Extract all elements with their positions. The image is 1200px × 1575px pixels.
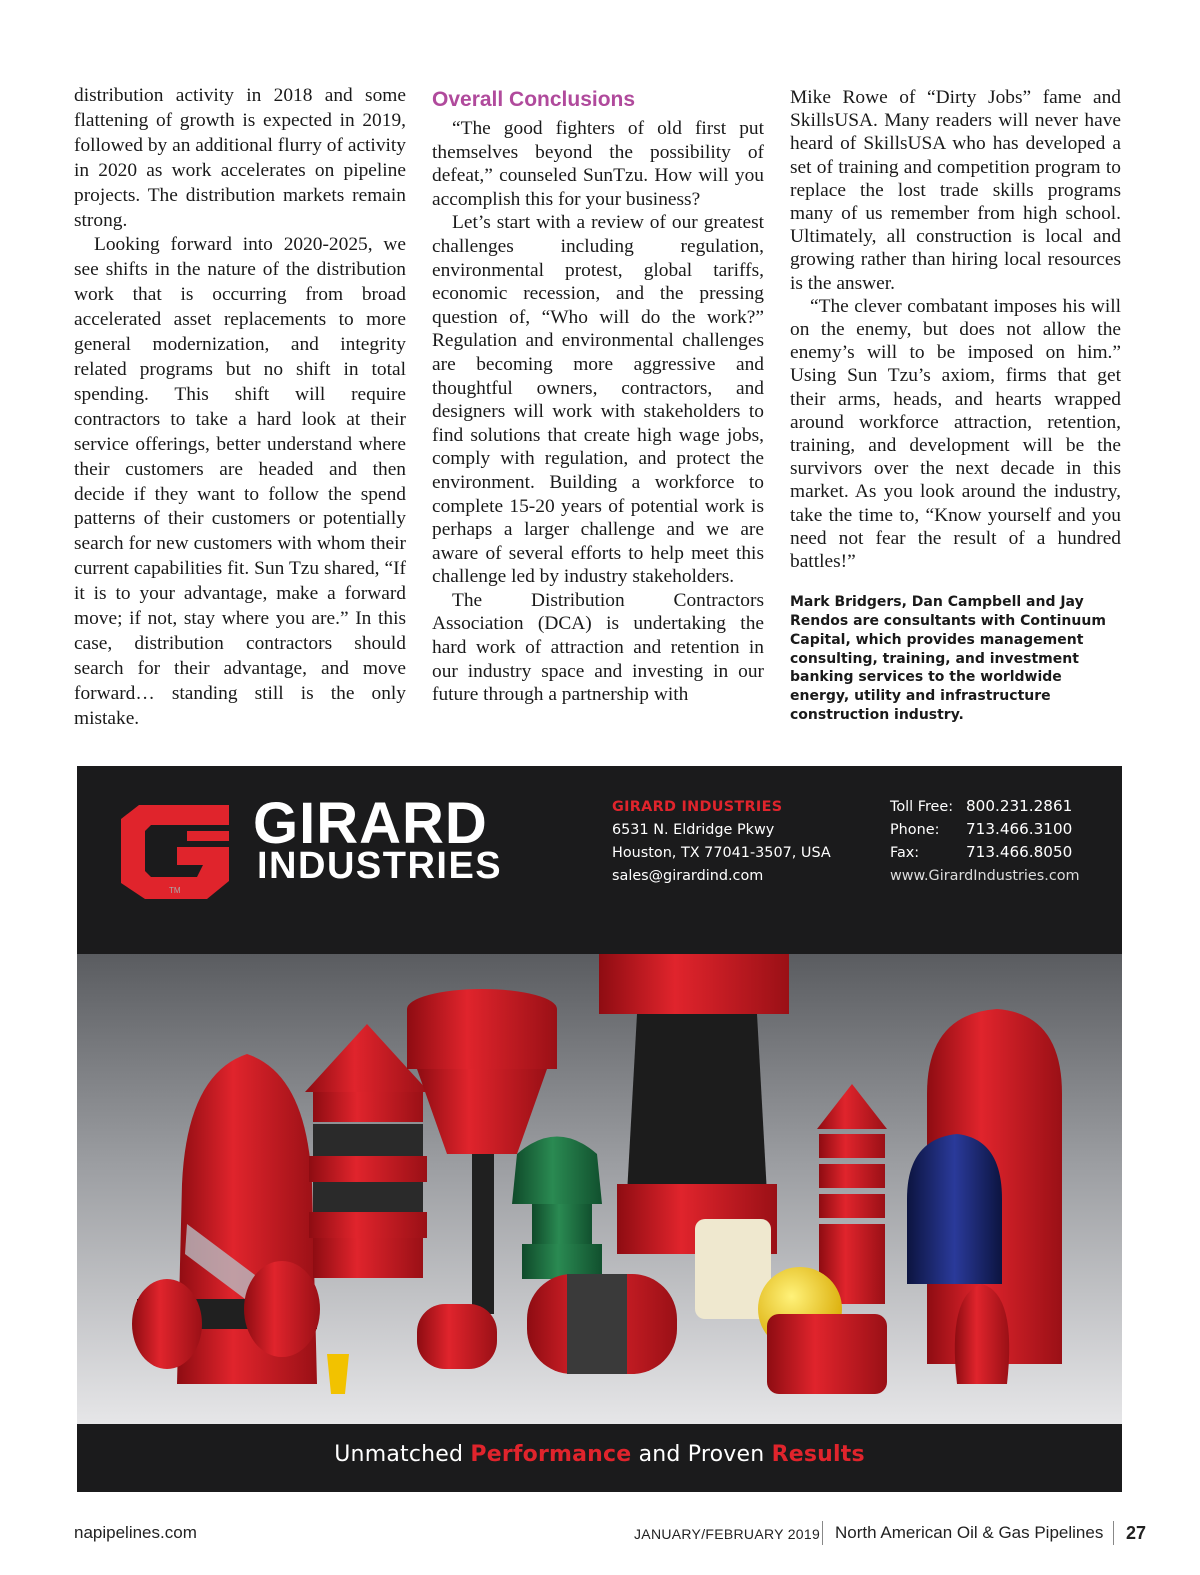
footer-divider [822,1521,823,1545]
fax-number: 713.466.8050 [966,843,1073,861]
footer-issue-date: JANUARY/FEBRUARY 2019 [634,1526,821,1542]
section-heading: Overall Conclusions [432,88,636,111]
article-paragraph: The Distribution Contractors Association (DCA) is undertaking the hard work of attraction and retention in our industry space and investing in our future through a partnership with [432,589,764,706]
article-paragraph: Mike Rowe of “Dirty Jobs” fame and SkillsUSA. Many readers will never have heard of SkillsUSA who has developed a set of training and competition program to replace the lost trade skills programs many of us remember from high school. Ultimately, all construction is local and growing rather than hiring local resources is the answer. [790,87,1121,294]
fax-label: Fax: [890,845,920,861]
article-column-2 [432,86,764,707]
brand-name-line1: GIRARD [253,791,488,856]
footer-website: napipelines.com [74,1523,197,1542]
website-url: www.GirardIndustries.com [890,868,1080,884]
slogan-highlight: Results [771,1442,865,1467]
address-line-2: Houston, TX 77041-3507, USA [612,845,831,861]
article-paragraph: Looking forward into 2020-2025, we see shifts in the nature of the distribution work that is occurring from broad accelerated asset replacements to more general modernization, and integrity related programs but no shift in total spending. This shift will require contractors to take a hard look at their service offerings, better understand where their customers are headed and then decide if they want to follow the spend patterns of their customers or potentially search for new customers with whom their current capabilities fit. Sun Tzu shared, “If it is to your advantage, make a forward move; if not, stay where you are.” In this case, distribution contractors should search for their advantage, and move forward… standing still is the only mistake. [74,234,406,729]
ad-footer [77,1424,1122,1492]
article-paragraph: “The clever combatant imposes his will on the enemy, but does not allow the enemy’s will to be imposed on him.” Using Sun Tzu’s axiom, firms that get their arms, heads, and hearts wrapped around workforce attraction, retention, training, and development will be the survivors over the next decade in this market. As you look around the industry, take the time to, “Know yourself and you need not fear the result of a hundred battles!” [790,295,1121,573]
address-line-1: 6531 N. Eldridge Pkwy [612,822,775,838]
toll-free-label: Toll Free: [890,799,954,815]
article-paragraph: Let’s start with a review of our greatest challenges including regulation, environmental protest, global tariffs, economic recession, and the pressing question of, “Who will do the work?” Regulation and environmental challenges are becoming more aggressive and thoughtful owners, contractors, and designers will work with stakeholders to find solutions that create high wage jobs, comply with regulation, and protect the environment. Building a workforce to complete 15-20 years of potential work is perhaps a larger challenge and we are aware of several efforts to help meet this challenge led by industry stakeholders. [432,212,764,588]
footer-divider [1113,1521,1114,1545]
page-number: 27 [1126,1523,1147,1543]
phone-label: Phone: [890,822,940,838]
article-column-1 [74,84,406,732]
footer-magazine-title: North American Oil & Gas Pipelines [835,1523,1104,1542]
author-bio: Mark Bridgers, Dan Campbell and Jay Rendos are consultants with Continuum Capital, which provides management consulting, training, and investment banking services to the worldwide energy, utility and infrastructure construction industry. [790,594,1106,724]
brand-name-line2: INDUSTRIES [257,845,503,887]
email-address: sales@girardind.com [612,868,764,884]
slogan-highlight: Performance [470,1442,632,1467]
company-name: GIRARD INDUSTRIES [612,799,783,815]
slogan-part: and Proven [631,1442,772,1467]
article-column-3 [790,86,1121,725]
slogan-part: Unmatched [334,1442,471,1467]
ad-header [77,766,1122,954]
girard-advertisement [77,766,1122,1492]
product-photo [77,954,1122,1424]
trademark-mark: TM [169,886,181,895]
toll-free-number: 800.231.2861 [966,797,1073,815]
article-paragraph: distribution activity in 2018 and some flattening of growth is expected in 2019, followed by an additional flurry of activity in 2020 as work accelerates on pipeline projects. The distribution markets remain strong. [74,85,406,231]
article-paragraph: “The good fighters of old first put themselves beyond the possibility of defeat,” counseled SunTzu. How will you accomplish this for your business? [432,118,764,210]
ad-slogan [77,1442,1122,1467]
phone-number: 713.466.3100 [966,820,1073,838]
